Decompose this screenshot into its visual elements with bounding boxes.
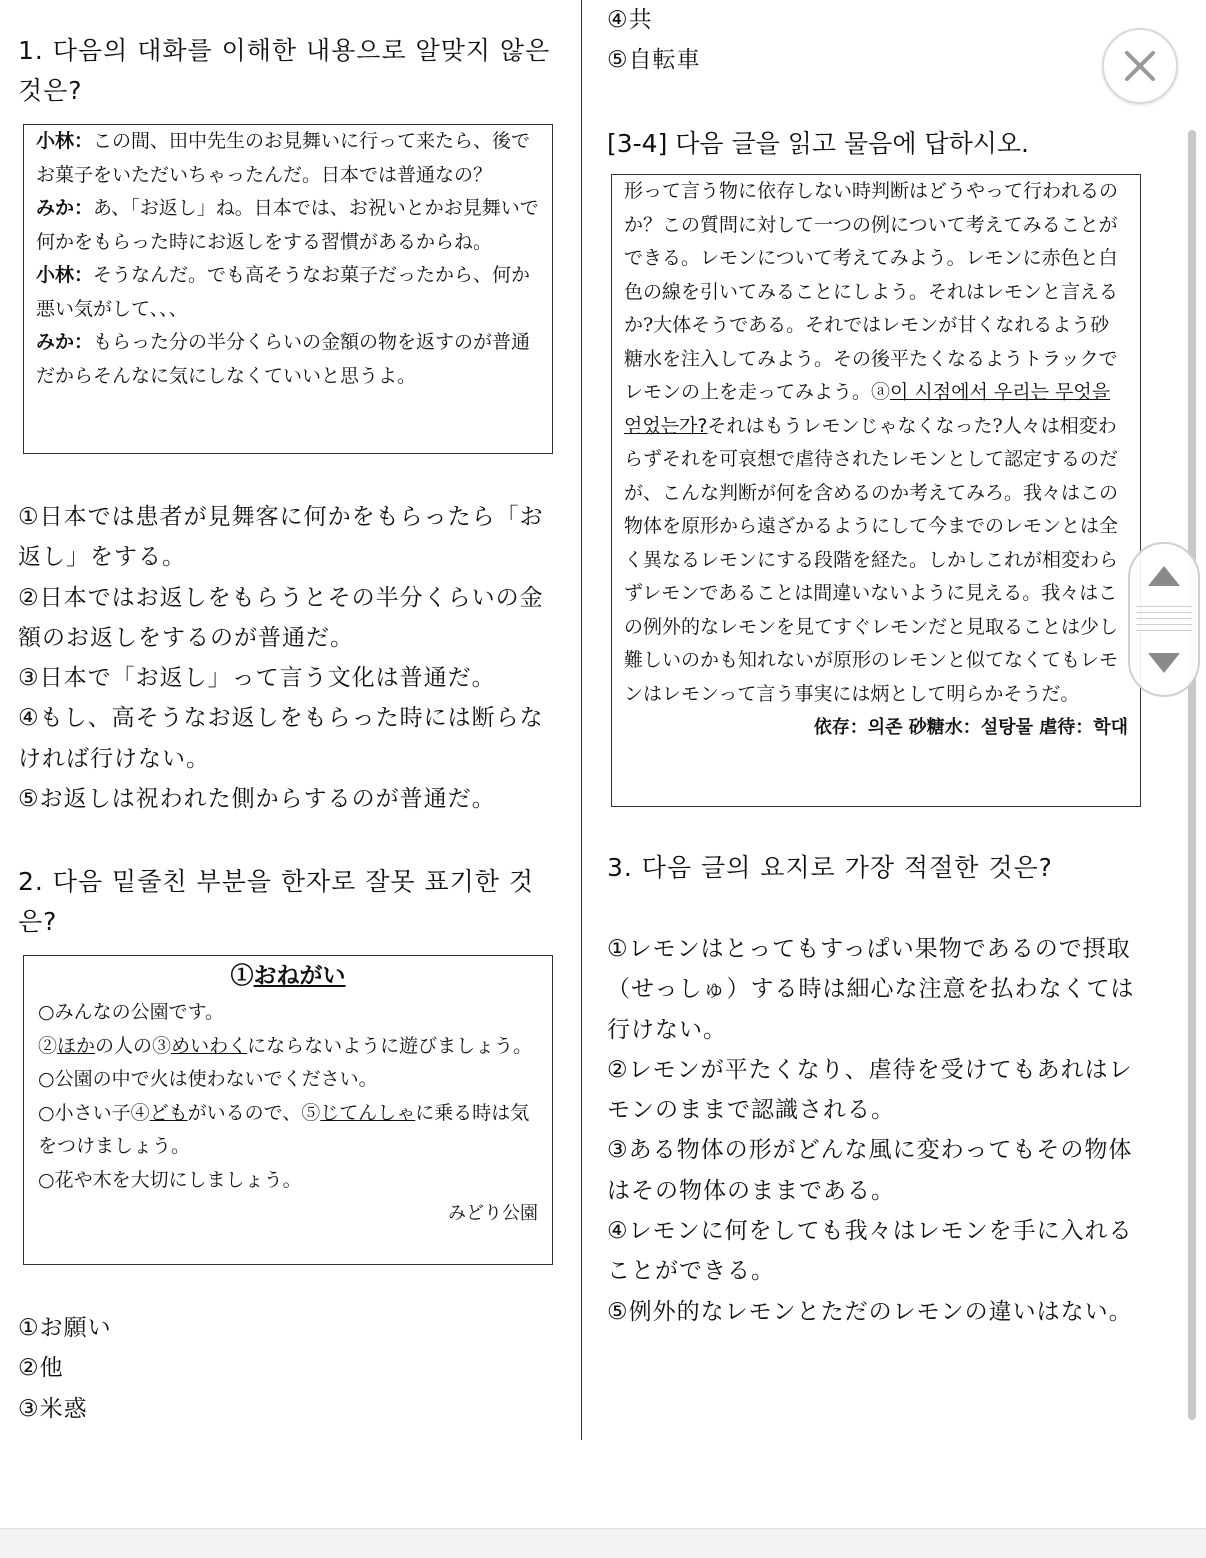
footer-strip	[0, 1528, 1206, 1558]
passage-mark: ⓐ	[871, 381, 891, 403]
option-1[interactable]: ①レモンはとってもすっぱい果物であるので摂取（せっしゅ）する時は細心な注意を払わなくては行けない。	[607, 936, 1135, 1043]
notice-line: ○みんなの公園です。	[38, 1001, 225, 1023]
text: に乗る時は気をつけましょう。	[38, 1101, 530, 1157]
passage-box	[611, 174, 1141, 807]
column-divider	[581, 0, 582, 1440]
mark: ③	[152, 1034, 172, 1057]
scroll-down-button[interactable]	[1130, 637, 1198, 687]
close-icon	[1122, 48, 1158, 84]
notice-line: ○花や木を大切にしましょう。	[38, 1168, 302, 1191]
notice-title-number: ①	[230, 962, 254, 989]
option-5[interactable]: ⑤お返しは祝われた側からするのが普通だ。	[18, 786, 496, 813]
scroll-control	[1128, 542, 1200, 697]
notice-box	[23, 955, 553, 1265]
option-3[interactable]: ③米惑	[18, 1395, 88, 1422]
option-1[interactable]: ①お願い	[18, 1315, 112, 1341]
notice-title	[38, 956, 538, 996]
option-5[interactable]: ⑤例外的なレモンとただのレモンの違いはない。	[607, 1298, 1133, 1325]
option-5[interactable]: ⑤自転車	[607, 47, 701, 74]
dialog-box	[23, 124, 553, 454]
option-2[interactable]: ②他	[18, 1355, 64, 1382]
text: がいるので、	[187, 1101, 302, 1124]
section-title: [3-4] 다음 글을 읽고 물음에 답하시오.	[607, 129, 1029, 158]
mark: ⑤	[301, 1101, 321, 1124]
passage-text: 形って言う物に依存しない時判断はどうやって行われるのか？この質問に対して一つの例について考えてみることができる。レモンについて考えてみよう。レモンに赤色と白色の線を引いてみることにしよう。それはレモンと言えるか?大体そうである。それではレモンが甘くなれるよう砂糖水を注入してみよう。その後平たくなるようトラックでレモンの上を走ってみよう。	[624, 180, 1119, 403]
dialog-speaker: 小林：	[36, 130, 94, 152]
text: ○小さい子	[38, 1101, 131, 1124]
dialog-line	[36, 192, 540, 259]
grip-icon[interactable]	[1136, 606, 1192, 634]
option-2[interactable]: ②レモンが平たくなり、虐待を受けてもあれはレモンのままで認識される。	[607, 1056, 1133, 1124]
close-button[interactable]	[1102, 28, 1178, 104]
dialog-text: もらった分の半分くらいの金額の物を返すのが普通だからそんなに気にしなくていいと思うよ。	[36, 331, 531, 387]
notice-line	[38, 1097, 538, 1164]
question-2-options-continued	[607, 0, 907, 81]
underlined-word: ども	[149, 1101, 188, 1124]
option-4[interactable]: ④レモンに何をしても我々はレモンを手に入れることができる。	[607, 1218, 1133, 1285]
question-2-options	[18, 1308, 318, 1429]
option-1[interactable]: ①日本では患者が見舞客に何かをもらったら「お返し」をする。	[18, 504, 544, 571]
passage-text: それはもうレモンじゃなくなった?人々は相変わらずそれを可哀想で虐待されたレモンとして認定するのだが、こんな判断が何を含めるのか考えてみろ。我々はこの物体を原形から遠ざかるようにして今までのレモンとは全く異なるレモンにする段階を経た。しかしこれが相変わらずレモンであることは間違いないように見える。我々はこの例外的なレモンを見てすぐレモンだと見取ることは少し難しいのかも知れないが原形のレモンと似てなくてもレモンはレモンって言う事実には炳として明らかそうだ。	[624, 414, 1119, 705]
option-3[interactable]: ③ある物体の形がどんな風に変わってもその物体はその物体のままである。	[607, 1137, 1133, 1204]
mark: ②	[38, 1034, 58, 1057]
dialog-text: そうなんだ。でも高そうなお菓子だったから、何か悪い気がして、、、	[36, 264, 531, 320]
mark: ④	[130, 1101, 150, 1124]
question-3-options	[607, 929, 1152, 1332]
option-4[interactable]: ④共	[607, 7, 653, 33]
question-2-title: 2. 다음 밑줄친 부분을 한자로 잘못 표기한 것은?	[18, 867, 535, 936]
text: の人の	[95, 1034, 153, 1057]
dialog-speaker: みか：	[36, 331, 94, 353]
dialog-line	[36, 259, 540, 326]
notice-title-word: おねがい	[253, 962, 346, 989]
dialog-speaker: 小林：	[36, 264, 94, 286]
notice-footer: みどり公園	[448, 1203, 538, 1224]
dialog-text: あ、「お返し」ね。日本では、お祝いとかお見舞いで何かをもらった時にお返しをする習慣があるからね。	[36, 197, 539, 253]
underlined-word: じてんしゃ	[320, 1101, 416, 1124]
question-3-title: 3. 다음 글의 요지로 가장 적절한 것은?	[607, 853, 1053, 882]
question-1-options	[18, 497, 563, 819]
passage-underlined: 이 시점에서 우리는 무엇을 얻었는가?	[624, 381, 1111, 437]
option-3[interactable]: ③日本で「お返し」って言う文化は普通だ。	[18, 665, 496, 692]
scrollbar-thumb[interactable]	[1188, 130, 1196, 1420]
dialog-speaker: みか：	[36, 197, 94, 219]
text: にならないように遊びましょう。	[247, 1034, 533, 1057]
notice-line: ○公園の中で火は使わないでください。	[38, 1068, 378, 1090]
arrow-up-icon	[1130, 552, 1198, 602]
option-4[interactable]: ④もし、高そうなお返しをもらった時には断らなければ行けない。	[18, 705, 544, 772]
notice-line	[38, 1030, 538, 1064]
scroll-up-button[interactable]	[1130, 552, 1198, 602]
option-2[interactable]: ②日本ではお返しをもらうとその半分くらいの金額のお返しをするのが普通だ。	[18, 584, 544, 651]
arrow-down-icon	[1130, 637, 1198, 687]
dialog-line	[36, 125, 540, 192]
underlined-word: ほか	[57, 1034, 96, 1057]
dialog-line	[36, 326, 540, 393]
dialog-text: この間、田中先生のお見舞いに行って来たら、後でお菓子をいただいちゃったんだ。日本では普通なの？	[36, 130, 531, 186]
question-1-title: 1. 다음의 대화를 이해한 내용으로 알맞지 않은 것은?	[18, 36, 551, 105]
underlined-word: めいわく	[171, 1034, 248, 1057]
glossary: 依存：의존 砂糖水：설탕물 虐待：학대	[813, 717, 1128, 738]
